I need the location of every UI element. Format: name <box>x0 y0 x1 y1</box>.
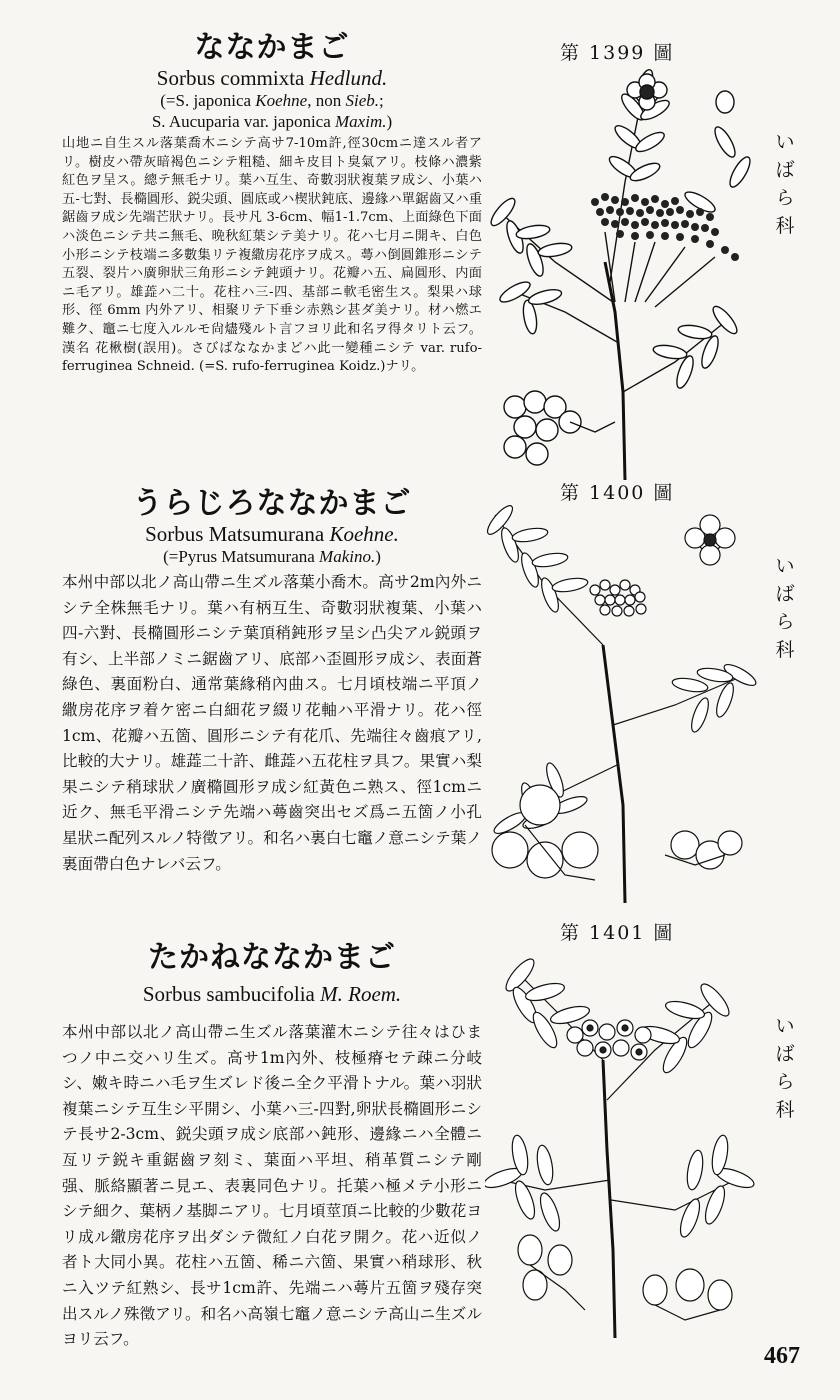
sci-name-text: Sorbus Matsumurana <box>145 522 325 546</box>
family-char: ば <box>775 1043 795 1065</box>
syn-author: Sieb. <box>345 91 380 110</box>
figure-label: 第 1401 圖 <box>560 922 675 944</box>
synonym-line-1 <box>62 90 482 111</box>
family-char: 科 <box>775 215 795 237</box>
figure-label: 第 1400 圖 <box>560 482 675 504</box>
synonym-line-2 <box>62 111 482 132</box>
entry-1 <box>62 30 482 377</box>
botanical-illustration-2 <box>485 505 760 905</box>
syn-text: ; <box>379 91 384 110</box>
entry-2 <box>62 486 482 877</box>
family-char: ら <box>775 611 795 633</box>
syn-text: , non <box>307 91 346 110</box>
sci-author: M. Roem. <box>320 982 402 1006</box>
scientific-name <box>62 66 482 90</box>
scientific-name <box>62 522 482 546</box>
synonym-line-1 <box>62 546 482 567</box>
syn-author: Maxim. <box>335 112 387 131</box>
sci-author: Koehne. <box>329 522 399 546</box>
family-marker <box>772 128 798 240</box>
botanical-illustration-1 <box>485 62 760 482</box>
syn-author: Makino. <box>319 547 376 566</box>
family-char: ば <box>775 159 795 181</box>
family-char: 科 <box>775 639 795 661</box>
family-char: い <box>775 131 795 153</box>
syn-text: ) <box>375 547 381 566</box>
entry-3 <box>62 940 482 1353</box>
syn-text: (=S. japonica <box>160 91 256 110</box>
scientific-name <box>62 982 482 1006</box>
sci-author: Hedlund. <box>309 66 388 90</box>
family-marker <box>772 1012 798 1124</box>
entry-title: うらじろななかまご <box>132 486 412 521</box>
family-char: ら <box>775 187 795 209</box>
syn-text: ) <box>386 112 393 131</box>
family-char: い <box>775 1015 795 1037</box>
syn-author: Koehne <box>255 91 308 110</box>
sci-name-text: Sorbus commixta <box>156 66 305 90</box>
family-char: い <box>775 555 795 577</box>
entry-title: ななかまご <box>194 30 350 65</box>
family-marker <box>772 552 798 664</box>
family-char: ら <box>775 1071 795 1093</box>
entry-body: 本州中部以北ノ高山帶ニ生ズル落葉灌木ニシテ往々はひまつノ中ニ交ハリ生ズ。高サ1m內外、枝極瘠セテ疎ニ分岐シ、嫩キ時ニハ毛ヲ生ズレド後ニ全ク平滑トナル。葉ハ羽狀複葉ニシテ互生シ平開シ、小葉ハ三-四對,卵狀長橢圓形ニシテ長サ2-3cm、鋭尖頭ヲ成シ底部ハ鈍形、邊緣ニハ全體ニ亙リテ鋭キ重鋸齒ヲ刻ミ、葉面ハ平坦、稍革質ニシテ剛强、脈絡顯著ニ見エ、表裏同色ナリ。托葉ハ極メテ小形ニシテ細ク、葉柄ノ基脚ニアリ。七月頃莖頂ニ比較的少數花ヨリ成ル繖房花序ヲ出ダシテ微紅ノ白花ヲ開ク。花ハ近似ノ者ト大同小異。花柱ハ五箇、稀ニ六箇、果實ハ稍球形、秋ニ入ツテ紅熟シ、長サ1cm許、先端ニハ蕚片五箇ヲ殘存突出スルノ殊徵アリ。和名ハ高嶺七竈ノ意ニシテ高山ニ生ズルヨリ云フ。 <box>62 1023 482 1349</box>
entry-body: 本州中部以北ノ高山帶ニ生ズル落葉小喬木。高サ2m內外ニシテ全株無毛ナリ。葉ハ有柄互生、奇數羽狀複葉、小葉ハ四-六對、長橢圓形ニシテ葉頂稍鈍形ヲ呈シ凸尖アル鋭頭ヲ有シ、上半部ノミニ鋸齒アリ、底部ハ歪圓形ヲ成シ、表面蒼綠色、裏面粉白、通常葉緣稍內曲ス。七月頃枝端ニ平頂ノ繖房花序ヲ着ケ密ニ白細花ヲ綴リ花軸ハ平滑ナリ。花ハ徑1cm、花瓣ハ五箇、圓形ニシテ有花爪、先端往々齒痕アリ,比較的大ナリ。雄蕋二十許、雌蕋ハ五花柱ヲ具フ。果實ハ梨果ニシテ稍球狀ノ廣橢圓形ヲ成シ紅黃色ニ熟ス、徑1cmニ近ク、無毛平滑ニシテ先端ハ蕚齒突出セズ爲ニ五箇ノ小孔星狀ニ配列スルノ特徵アリ。和名ハ裏白七竈ノ意ニシテ葉ノ裏面帶白色ナレバ云フ。 <box>62 573 482 873</box>
entry-title: たかねななかまご <box>148 940 396 975</box>
page-number: 467 <box>764 1343 800 1369</box>
syn-text: (=Pyrus Matsumurana <box>163 547 320 566</box>
family-char: 科 <box>775 1099 795 1121</box>
syn-text: S. Aucuparia var. japonica <box>151 112 336 131</box>
family-char: ば <box>775 583 795 605</box>
botanical-illustration-3 <box>485 950 760 1340</box>
figure-label: 第 1399 圖 <box>560 42 675 64</box>
entry-body: 山地ニ自生スル落葉喬木ニシテ高サ7-10m許,徑30cmニ達スル者アリ。樹皮ハ帶灰暗褐色ニシテ粗糙、細キ皮目ト臭氣アリ。枝條ハ濃紫紅色ヲ呈ス。總テ無毛ナリ。葉ハ互生、奇數羽狀複葉ヲ成シ、小葉ハ五-七對、長橢圓形、鋭尖頭、圓底或ハ楔狀鈍底、邊緣ハ單鋸齒又ハ重鋸齒ヲ成シ先端芒狀ナリ。長サ凡 3-6cm、幅1-1.7cm、上面綠色下面ハ淡色ニシテ共ニ無毛、晩秋紅葉シテ美ナリ。花ハ七月ニ開キ、白色小形ニシテ枝端ニ多數集リテ複繖房花序ヲ成ス。蕚ハ倒圓錐形ニシテ五裂、裂片ハ廣卵狀三角形ニシテ鈍頭ナリ。花瓣ハ五、扁圓形、内面ニ毛アリ。雄蕋ハ二十。花柱ハ三-四、基部ニ軟毛密生ス。梨果ハ球形、徑 6mm 内外アリ、相聚リテ下垂シ赤熟シ甚ダ美ナリ。材ハ燃エ難ク、竈ニ七度入ルルモ尙燼殘ルト言フヨリ此和名ヲ得タリト云フ。漢名 花楸樹(誤用)。さびばななかまどハ此一變種ニシテ var. rufo-ferruginea Schneid. (=S. rufo-ferruginea Koidz.)ナリ。 <box>62 136 482 375</box>
sci-name-text: Sorbus sambucifolia <box>142 982 315 1006</box>
